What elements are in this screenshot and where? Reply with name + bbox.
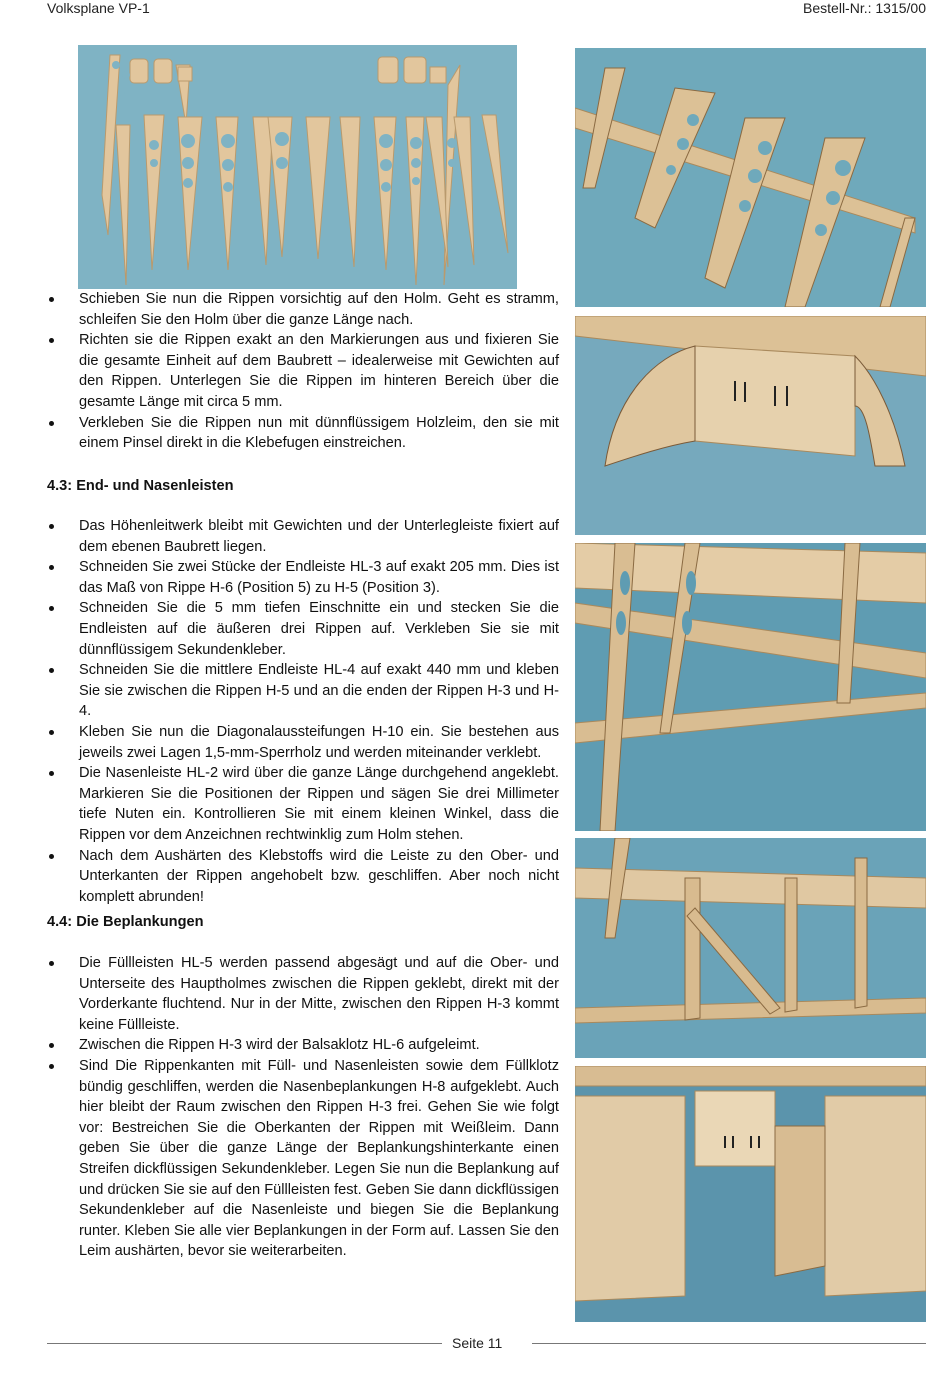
list-item: Schneiden Sie die mittlere Endleiste HL-4 auf exakt 440 mm und kleben Sie sie zwischen die Rippen H-5 und an die enden der Rippen H-3 und H-4.: [47, 660, 559, 722]
list-item: Schieben Sie nun die Rippen vorsichtig auf den Holm. Geht es stramm, schleifen Sie den Holm über die ganze Länge nach.: [47, 289, 559, 330]
footer-rule-left: [47, 1343, 442, 1344]
list-item: Die Füllleisten HL-5 werden passend abgesägt und auf die Ober- und Unterseite des Hauptholmes zwischen die Rippen geklebt, direkt mit der Vorderkante fluchtend. Nur in der Mitte, zwischen den Rippen H-3 kommt keine Füllleiste.: [47, 953, 559, 1035]
photo-ribs-on-spar: [575, 48, 926, 307]
photo-sheeting: [575, 1066, 926, 1322]
list-item: Die Nasenleiste HL-2 wird über die ganze Länge durchgehend angeklebt. Markieren Sie die Positionen der Rippen und sägen Sie drei Millimeter tiefe Nuten ein. Kontrollieren Sie mit einem kleinen Winkel, dass die Rippen vor dem Anzeichnen rechtwinklig zum Holm stehen.: [47, 763, 559, 845]
list-item: Zwischen die Rippen H-3 wird der Balsaklotz HL-6 aufgeleimt.: [47, 1035, 559, 1056]
section-intro: [47, 289, 559, 454]
list-item: Richten sie die Rippen exakt an den Markierungen aus und fixieren Sie die gesamte Einheit auf dem Baubrett – idealerweise mit Gewichten auf den Rippen. Unterlegen Sie die Rippen im hinteren Bereich über die gesamte Länge mit circa 5 mm.: [47, 330, 559, 412]
list-item: Das Höhenleitwerk bleibt mit Gewichten und der Unterlegleiste fixiert auf dem ebenen Baubrett liegen.: [47, 516, 559, 557]
list-item: Nach dem Aushärten des Klebstoffs wird die Leiste zu den Ober- und Unterkanten der Rippen angehobelt bzw. geschliffen. Aber noch nicht komplett abrunden!: [47, 846, 559, 908]
photo-rib-closeup: [575, 316, 926, 535]
list-item: Verkleben Sie die Rippen nun mit dünnflüssigem Holzleim, den sie mit einem Pinsel direkt in die Klebefugen einstreichen.: [47, 413, 559, 454]
section-4-3-list: [47, 516, 559, 907]
footer-rule-right: [532, 1343, 926, 1344]
page-number: Seite 11: [452, 1335, 503, 1351]
document-title: Volksplane VP-1: [47, 0, 150, 16]
photo-ribs-laid-out: [78, 45, 517, 289]
photo-diagonal-braces: [575, 838, 926, 1058]
order-number: Bestell-Nr.: 1315/00: [803, 0, 926, 16]
list-item: Kleben Sie nun die Diagonalaussteifungen H-10 ein. Sie bestehen aus jeweils zwei Lagen 1,5-mm-Sperrholz und werden miteinander verklebt.: [47, 722, 559, 763]
section-heading-4-3: 4.3: End- und Nasenleisten: [47, 478, 234, 494]
list-item: Schneiden Sie zwei Stücke der Endleiste HL-3 auf exakt 205 mm. Dies ist das Maß von Rippe H-6 (Position 5) zu H-5 (Position 3).: [47, 557, 559, 598]
list-item: Schneiden Sie die 5 mm tiefen Einschnitte ein und stecken Sie die Endleisten auf die äußeren drei Rippen auf. Verkleben Sie sie mit dünnflüssigem Sekundenkleber.: [47, 598, 559, 660]
section-heading-4-4: 4.4: Die Beplankungen: [47, 914, 204, 930]
list-item: Sind Die Rippenkanten mit Füll- und Nasenleisten sowie dem Füllklotz bündig geschliffen, werden die Nasenbeplankungen H-8 aufgeklebt. Auch hier bleibt der Raum zwischen den Rippen H-3 frei. Gehen Sie wie folgt vor: Bestreichen Sie die Oberkanten der Rippen mit Weißleim. Dann geben Sie über die ganze Länge der Beplankungshinterkante einen Streifen dickflüssigen Sekundenkleber. Legen Sie nun die Beplankung auf und drücken Sie sie auf den Füllleisten fest. Geben Sie dann dickflüssigen Sekundenkleber auf die Nasenleiste und biegen Sie die Beplankung runter. Kleben Sie alle vier Beplankungen in der Form auf. Lassen Sie den Leim aushärten, bevor sie weiterarbeiten.: [47, 1056, 559, 1262]
photo-trailing-edges: [575, 543, 926, 831]
section-4-4-list: [47, 953, 559, 1262]
